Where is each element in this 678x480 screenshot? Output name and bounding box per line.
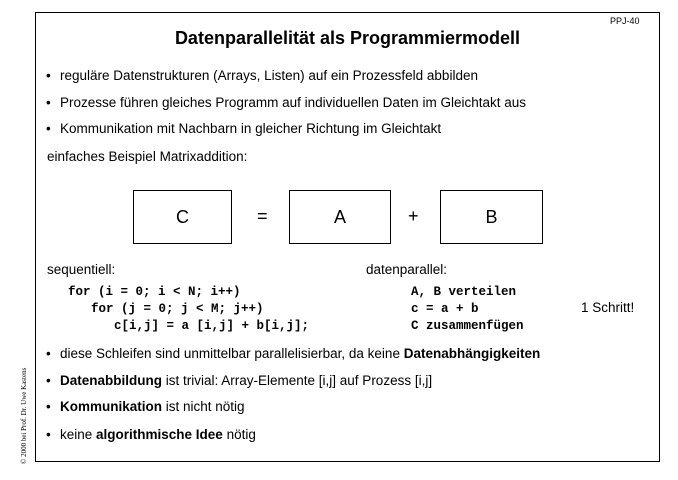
sequential-code-line-1: for (i = 0; i < N; i++) bbox=[68, 285, 241, 299]
bullet-communication: • Kommunikation mit Nachbarn in gleicher Richtung im Gleichtakt bbox=[46, 121, 442, 136]
bullet-dot: • bbox=[46, 121, 51, 136]
slide-title: Datenparallelität als Programmiermodell bbox=[174, 28, 521, 48]
slide-id: PPJ-40 bbox=[610, 16, 640, 26]
sequential-code-line-2: for (j = 0; j < M; j++) bbox=[91, 302, 264, 316]
matrix-a-box: A bbox=[289, 190, 391, 244]
bullet-dot: • bbox=[46, 68, 51, 83]
parallel-code-line-1: A, B verteilen bbox=[411, 285, 517, 299]
parallel-step-note: 1 Schritt! bbox=[581, 300, 635, 315]
parallel-label: datenparallel: bbox=[366, 262, 448, 277]
equals-sign: = bbox=[257, 206, 268, 226]
bullet-dot: • bbox=[46, 373, 51, 388]
bullet-data-mapping: • Datenabbildung ist trivial: Array-Elemente [i,j] auf Prozess [i,j] bbox=[46, 373, 433, 388]
bullet-dot: • bbox=[46, 95, 51, 110]
bullet-dot: • bbox=[46, 399, 51, 414]
bullet-same-program: • Prozesse führen gleiches Programm auf individuellen Daten im Gleichtakt aus bbox=[46, 95, 526, 110]
bullet-no-communication: • Kommunikation ist nicht nötig bbox=[46, 399, 245, 414]
matrix-c-box: C bbox=[133, 190, 232, 244]
sequential-label: sequentiell: bbox=[47, 262, 116, 277]
plus-sign: + bbox=[408, 206, 419, 226]
bullet-dot: • bbox=[46, 346, 51, 361]
example-label: einfaches Beispiel Matrixaddition: bbox=[47, 149, 248, 164]
bullet-no-algorithmic-idea: • keine algorithmische Idee nötig bbox=[46, 427, 256, 442]
copyright-note: © 2000 bei Prof. Dr. Uwe Kastens bbox=[20, 367, 28, 464]
parallel-code-line-2: c = a + b bbox=[411, 302, 479, 316]
bullet-dot: • bbox=[46, 427, 51, 442]
sequential-code-line-3: c[i,j] = a [i,j] + b[i,j]; bbox=[114, 319, 310, 333]
bullet-no-dependencies: • diese Schleifen sind unmittelbar parallelisierbar, da keine Datenabhängigkeiten bbox=[46, 346, 541, 361]
bullet-data-structures: • reguläre Datenstrukturen (Arrays, Listen) auf ein Prozessfeld abbilden bbox=[46, 68, 478, 83]
parallel-code-line-3: C zusammenfügen bbox=[411, 319, 524, 333]
matrix-b-box: B bbox=[440, 190, 543, 244]
